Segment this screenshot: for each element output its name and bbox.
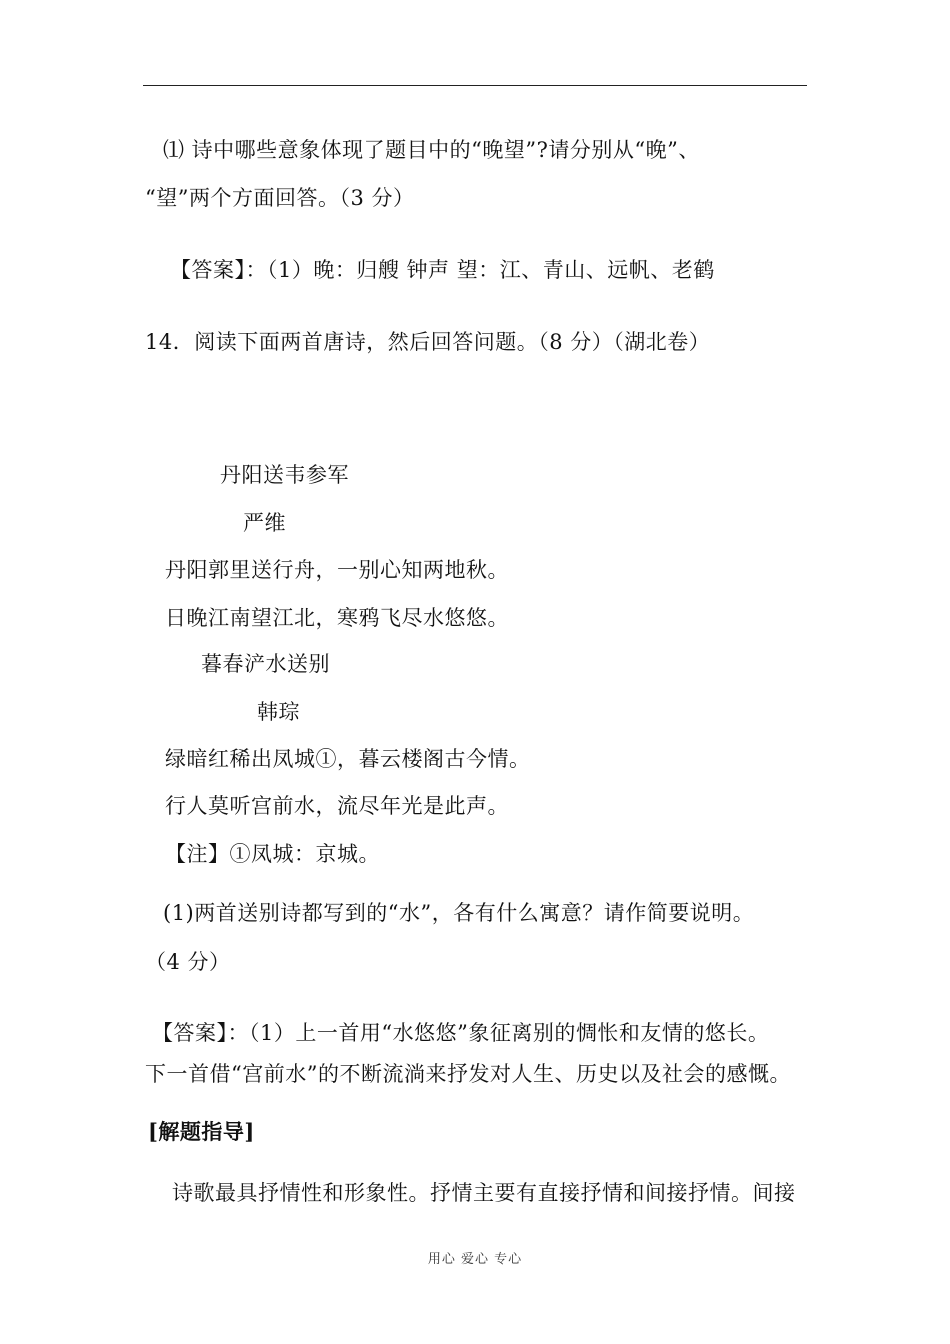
q13-part1-line2: “望”两个方面回答。（3 分） bbox=[145, 186, 415, 210]
q14-heading: 14．阅读下面两首唐诗，然后回答问题。（8 分）（湖北卷） bbox=[145, 330, 711, 354]
poem2-line1: 绿暗红稀出凤城①，暮云楼阁古今情。 bbox=[165, 747, 531, 771]
q14-part1-line2: （4 分） bbox=[145, 950, 231, 974]
page-footer: 用心 爱心 专心 bbox=[427, 1252, 523, 1267]
q14-answer-line1: 【答案】：（1）上一首用“水悠悠”象征离别的惆怅和友情的悠长。 bbox=[152, 1021, 770, 1045]
poem2-author: 韩琮 bbox=[257, 700, 300, 724]
poem1-line2: 日晚江南望江北，寒鸦飞尽水悠悠。 bbox=[165, 606, 509, 630]
q14-part1-line1: (1)两首送别诗都写到的“水”，各有什么寓意？请作简要说明。 bbox=[163, 901, 755, 925]
q13-answer: 【答案】：（1）晚：归艘 钟声 望：江、青山、远帆、老鹤 bbox=[170, 258, 715, 282]
q13-part1-line1: ⑴ 诗中哪些意象体现了题目中的“晚望”?请分别从“晚”、 bbox=[163, 138, 700, 162]
q14-answer-line2: 下一首借“宫前水”的不断流淌来抒发对人生、历史以及社会的感慨。 bbox=[145, 1062, 791, 1086]
poem2-line2: 行人莫听宫前水，流尽年光是此声。 bbox=[165, 794, 509, 818]
poem1-title: 丹阳送韦参军 bbox=[220, 463, 349, 487]
poem-note: 【注】①凤城：京城。 bbox=[165, 842, 380, 866]
guide-heading: [解题指导] bbox=[148, 1119, 255, 1144]
poem1-author: 严维 bbox=[243, 511, 286, 535]
poem2-title: 暮春浐水送别 bbox=[201, 652, 330, 676]
poem1-line1: 丹阳郭里送行舟，一别心知两地秋。 bbox=[165, 558, 509, 582]
header-rule bbox=[143, 85, 807, 86]
guide-line1: 诗歌最具抒情性和形象性。抒情主要有直接抒情和间接抒情。间接 bbox=[172, 1181, 796, 1205]
